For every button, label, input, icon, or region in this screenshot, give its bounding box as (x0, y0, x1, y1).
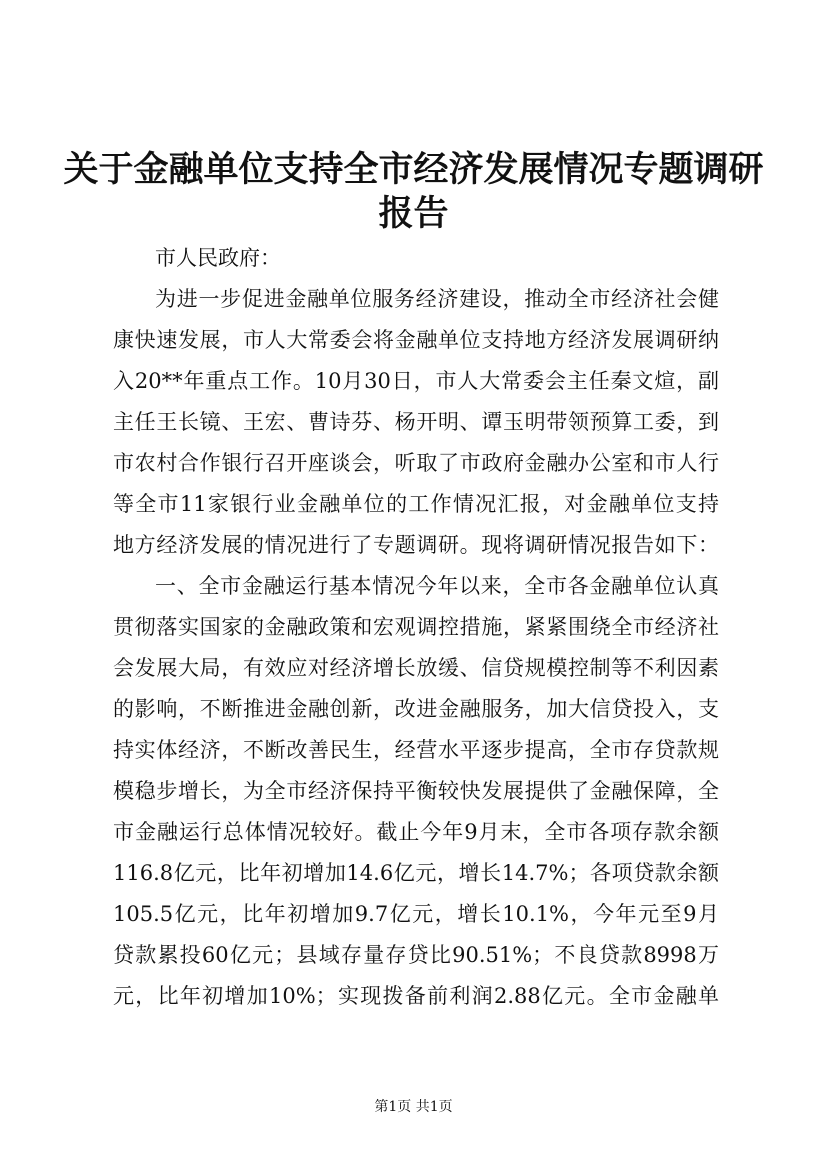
body-line: 贷款累投60亿元；县域存量存贷比90.51%；不良贷款8998万 (113, 943, 719, 967)
body-line: 元，比年初增加10%；实现拨备前利润2.88亿元。全市金融单 (113, 984, 719, 1008)
body-line: 入20**年重点工作。10月30日，市人大常委会主任秦文煊，副 (113, 369, 719, 393)
document-title-line-2: 报告 (378, 193, 449, 234)
body-line: 会发展大局，有效应对经济增长放缓、信贷规模控制等不利因素 (113, 656, 719, 680)
document-title-line-1: 关于金融单位支持全市经济发展情况专题调研 (63, 149, 764, 190)
body-line: 一、全市金融运行基本情况今年以来，全市各金融单位认真 (155, 574, 719, 598)
body-line: 贯彻落实国家的金融政策和宏观调控措施，紧紧围绕全市经济社 (113, 615, 719, 639)
body-line: 市金融运行总体情况较好。截止今年9月末，全市各项存款余额 (113, 820, 719, 844)
body-line: 为进一步促进金融单位服务经济建设，推动全市经济社会健 (155, 287, 719, 311)
body-line: 模稳步增长，为全市经济保持平衡较快发展提供了金融保障，全 (113, 779, 719, 803)
body-line: 主任王长镜、王宏、曹诗芬、杨开明、谭玉明带领预算工委，到 (113, 410, 719, 434)
body-line: 康快速发展，市人大常委会将金融单位支持地方经济发展调研纳 (113, 328, 719, 352)
page-number-footer: 第1页 共1页 (374, 1099, 453, 1115)
body-line: 的影响，不断推进金融创新，改进金融服务，加大信贷投入，支 (113, 697, 719, 721)
body-line: 持实体经济，不断改善民生，经营水平逐步提高，全市存贷款规 (113, 738, 719, 762)
body-line: 116.8亿元，比年初增加14.6亿元，增长14.7%；各项贷款余额 (113, 861, 719, 885)
body-line: 等全市11家银行业金融单位的工作情况汇报，对金融单位支持 (113, 492, 719, 516)
salutation: 市人民政府： (155, 246, 281, 270)
body-line: 105.5亿元，比年初增加9.7亿元，增长10.1%，今年元至9月 (113, 902, 719, 926)
body-line: 地方经济发展的情况进行了专题调研。现将调研情况报告如下： (113, 533, 719, 557)
body-line: 市农村合作银行召开座谈会，听取了市政府金融办公室和市人行 (113, 451, 719, 475)
